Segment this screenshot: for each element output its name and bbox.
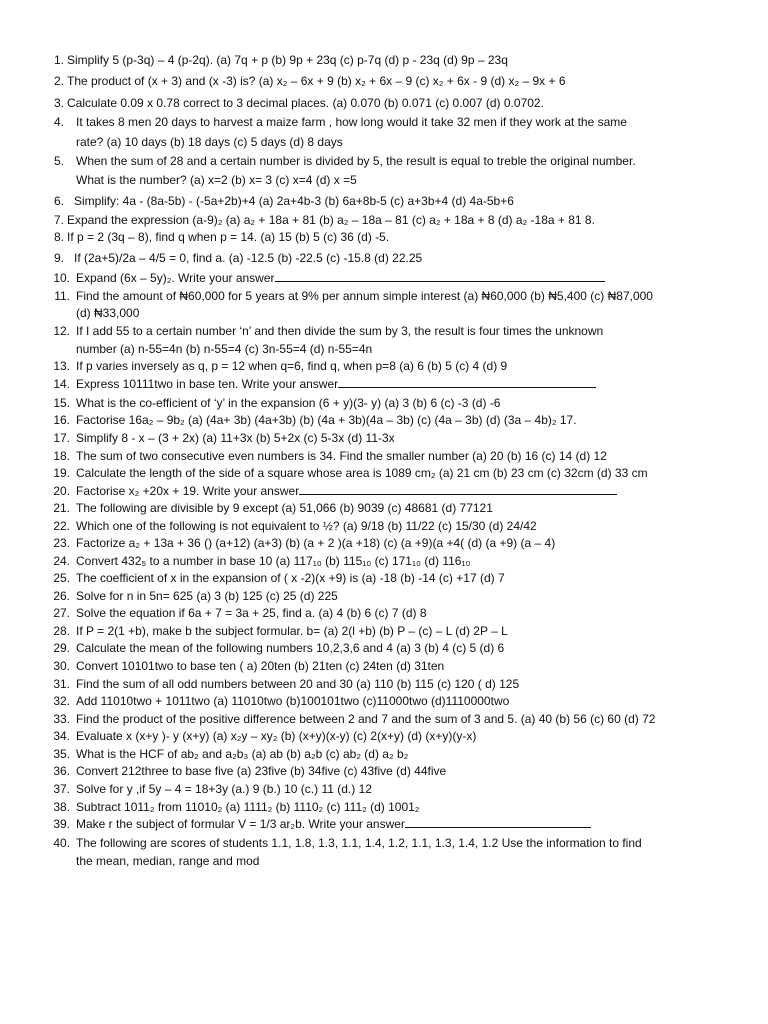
question-number: 12. (53, 324, 70, 338)
question-text: When the sum of 28 and a certain number is divided by 5, the result is equal to treble the original number. (76, 154, 636, 168)
question-number: 2. (53, 74, 64, 88)
question-text: Solve the equation if 6a + 7 = 3a + 25, find a. (a) 4 (b) 6 (c) 7 (d) 8 (76, 606, 427, 620)
question-number: 25. (53, 571, 70, 585)
question-text: Solve for y ,if 5y – 4 = 18+3y (a.) 9 (b.) 10 (c.) 11 (d.) 12 (76, 782, 372, 796)
question-number: 22. (53, 519, 70, 533)
answer-blank[interactable] (299, 484, 617, 495)
question-number: 8. (53, 230, 64, 244)
question-text: Calculate the mean of the following numbers 10,2,3,6 and 4 (a) 3 (b) 4 (c) 5 (d) 6 (76, 641, 505, 655)
question-text: Add 11010two + 1011two (a) 11010two (b)100101two (c)11000two (d)1110000two (76, 694, 510, 708)
question-text: Express 10111two in base ten. Write your answer (76, 377, 596, 391)
question-number: 10. (53, 271, 70, 285)
question-number: 23. (53, 536, 70, 550)
question-text: What is the co-efficient of ‘y’ in the expansion (6 + y)(3- y) (a) 3 (b) 6 (c) -3 (d) -6 (76, 396, 501, 410)
question-text: Expand the expression (a-9)₂ (a) a₂ + 18a + 81 (b) a₂ – 18a – 81 (c) a₂ + 18a + 8 (d) a₂ -18a + 81 8. (67, 213, 595, 227)
question-number: 13. (53, 359, 70, 373)
question-number: 4. (53, 115, 64, 129)
question-number: 19. (53, 466, 70, 480)
question-number: 21. (53, 501, 70, 515)
question-text: rate? (a) 10 days (b) 18 days (c) 5 days (d) 8 days (76, 135, 343, 149)
question-text: Find the sum of all odd numbers between 20 and 30 (a) 110 (b) 115 (c) 120 ( d) 125 (76, 677, 520, 691)
question-number: 20. (53, 484, 70, 498)
question-number: 40. (53, 836, 70, 850)
question-number: 32. (53, 694, 70, 708)
question-number: 35. (53, 747, 70, 761)
question-text: Simplify: 4a - (8a-5b) - (-5a+2b)+4 (a) 2a+4b-3 (b) 6a+8b-5 (c) a+3b+4 (d) 4a-5b+6 (74, 194, 514, 208)
question-text: What is the number? (a) x=2 (b) x= 3 (c) x=4 (d) x =5 (76, 173, 357, 187)
question-text: What is the HCF of ab₂ and a₂b₃ (a) ab (b) a₂b (c) ab₂ (d) a₂ b₂ (76, 747, 409, 761)
question-number: 33. (53, 712, 70, 726)
question-text: The following are divisible by 9 except (a) 51,066 (b) 9039 (c) 48681 (d) 77121 (76, 501, 493, 515)
question-number: 37. (53, 782, 70, 796)
question-number: 1. (53, 53, 64, 67)
question-number: 39. (53, 817, 70, 831)
question-text: The product of (x + 3) and (x -3) is? (a) x₂ – 6x + 9 (b) x₂ + 6x – 9 (c) x₂ + 6x - 9 (d) x₂ – 9x + 6 (67, 74, 566, 88)
question-text: number (a) n-55=4n (b) n-55=4 (c) 3n-55=4 (d) n-55=4n (76, 342, 373, 356)
question-number: 31. (53, 677, 70, 691)
question-number: 27. (53, 606, 70, 620)
question-number: 26. (53, 589, 70, 603)
question-text: Simplify 5 (p-3q) – 4 (p-2q). (a) 7q + p (b) 9p + 23q (c) p-7q (d) p - 23q (d) 9p – 23q (67, 53, 508, 67)
question-text: Convert 212three to base five (a) 23five (b) 34five (c) 43five (d) 44five (76, 764, 447, 778)
question-text: Subtract 1011₂ from 11010₂ (a) 1111₂ (b) 1110₂ (c) 111₂ (d) 1001₂ (76, 800, 420, 814)
question-text: Find the amount of ₦60,000 for 5 years at 9% per annum simple interest (a) ₦60,000 (b) ₦5,400 (c) ₦87,000 (76, 289, 653, 303)
question-text: If (2a+5)/2a – 4/5 = 0, find a. (a) -12.5 (b) -22.5 (c) -15.8 (d) 22.25 (74, 251, 423, 265)
question-text: The following are scores of students 1.1, 1.8, 1.3, 1.1, 1.4, 1.2, 1.1, 1.3, 1.4, 1.2 Use the information to find (76, 836, 642, 850)
question-text: If p = 2 (3q – 8), find q when p = 14. (a) 15 (b) 5 (c) 36 (d) -5. (67, 230, 390, 244)
question-text: Calculate 0.09 x 0.78 correct to 3 decimal places. (a) 0.070 (b) 0.071 (c) 0.007 (d) 0.0702. (67, 96, 544, 110)
question-text: Convert 10101two to base ten ( a) 20ten (b) 21ten (c) 24ten (d) 31ten (76, 659, 445, 673)
question-text: Calculate the length of the side of a square whose area is 1089 cm₂ (a) 21 cm (b) 23 cm (c) 32cm (d) 33 cm (76, 466, 648, 480)
question-text: If I add 55 to a certain number ‘n’ and then divide the sum by 3, the result is four times the unknown (76, 324, 604, 338)
question-text: Simplify 8 - x – (3 + 2x) (a) 11+3x (b) 5+2x (c) 5-3x (d) 11-3x (76, 431, 395, 445)
question-text: Which one of the following is not equivalent to ½? (a) 9/18 (b) 11/22 (c) 15/30 (d) 24/42 (76, 519, 537, 533)
question-text: It takes 8 men 20 days to harvest a maize farm , how long would it take 32 men if they work at the same (76, 115, 627, 129)
question-number: 11. (54, 289, 70, 303)
question-number: 28. (53, 624, 70, 638)
question-number: 3. (53, 96, 64, 110)
question-text: Factorise 16a₂ – 9b₂ (a) (4a+ 3b) (4a+3b) (b) (4a + 3b)(4a – 3b) (c) (4a – 3b) (d) (3a – 4b)₂ 17. (76, 413, 577, 427)
question-number: 6. (53, 194, 64, 208)
question-text: Expand (6x – 5y)₂. Write your answer (76, 271, 605, 285)
question-text: Factorise x₂ +20x + 19. Write your answer (76, 484, 617, 498)
question-number: 30. (53, 659, 70, 673)
question-text: If p varies inversely as q, p = 12 when q=6, find q, when p=8 (a) 6 (b) 5 (c) 4 (d) 9 (76, 359, 508, 373)
question-text: Factorize a₂ + 13a + 36 () (a+12) (a+3) (b) (a + 2 )(a +18) (c) (a +9)(a +4( (d) (a +9) (a – 4) (76, 536, 556, 550)
answer-blank[interactable] (275, 271, 605, 282)
answer-blank[interactable] (338, 377, 596, 388)
question-number: 24. (53, 554, 70, 568)
question-number: 5. (53, 154, 64, 168)
question-number: 34. (53, 729, 70, 743)
question-number: 38. (53, 800, 70, 814)
question-number: 7. (53, 213, 64, 227)
question-text: the mean, median, range and mod (76, 854, 260, 868)
question-number: 16. (53, 413, 70, 427)
question-number: 18. (53, 449, 70, 463)
question-number: 36. (53, 764, 70, 778)
question-text: Solve for n in 5n= 625 (a) 3 (b) 125 (c) 25 (d) 225 (76, 589, 338, 603)
question-number: 15. (53, 396, 70, 410)
question-text: Convert 432₅ to a number in base 10 (a) 117₁₀ (b) 115₁₀ (c) 171₁₀ (d) 116₁₀ (76, 554, 471, 568)
answer-blank[interactable] (405, 817, 591, 828)
question-number: 9. (53, 251, 64, 265)
question-number: 14. (53, 377, 70, 391)
question-text: (d) ₦33,000 (76, 306, 140, 320)
question-text: The coefficient of x in the expansion of ( x -2)(x +9) is (a) -18 (b) -14 (c) +17 (d) 7 (76, 571, 505, 585)
question-text: Make r the subject of formular V = 1/3 ar₂b. Write your answer (76, 817, 591, 831)
question-text: The sum of two consecutive even numbers is 34. Find the smaller number (a) 20 (b) 16 (c) 14 (d) 12 (76, 449, 607, 463)
question-text: Evaluate x (x+y )- y (x+y) (a) x₂y – xy₂ (b) (x+y)(x-y) (c) 2(x+y) (d) (x+y)(y-x) (76, 729, 477, 743)
question-number: 17. (53, 431, 70, 445)
question-number: 29. (53, 641, 70, 655)
question-text: If P = 2(1 +b), make b the subject formular. b= (a) 2(l +b) (b) P – (c) – L (d) 2P – L (76, 624, 508, 638)
question-text: Find the product of the positive difference between 2 and 7 and the sum of 3 and 5. (a) 40 (b) 56 (c) 60 (d) 72 (76, 712, 656, 726)
